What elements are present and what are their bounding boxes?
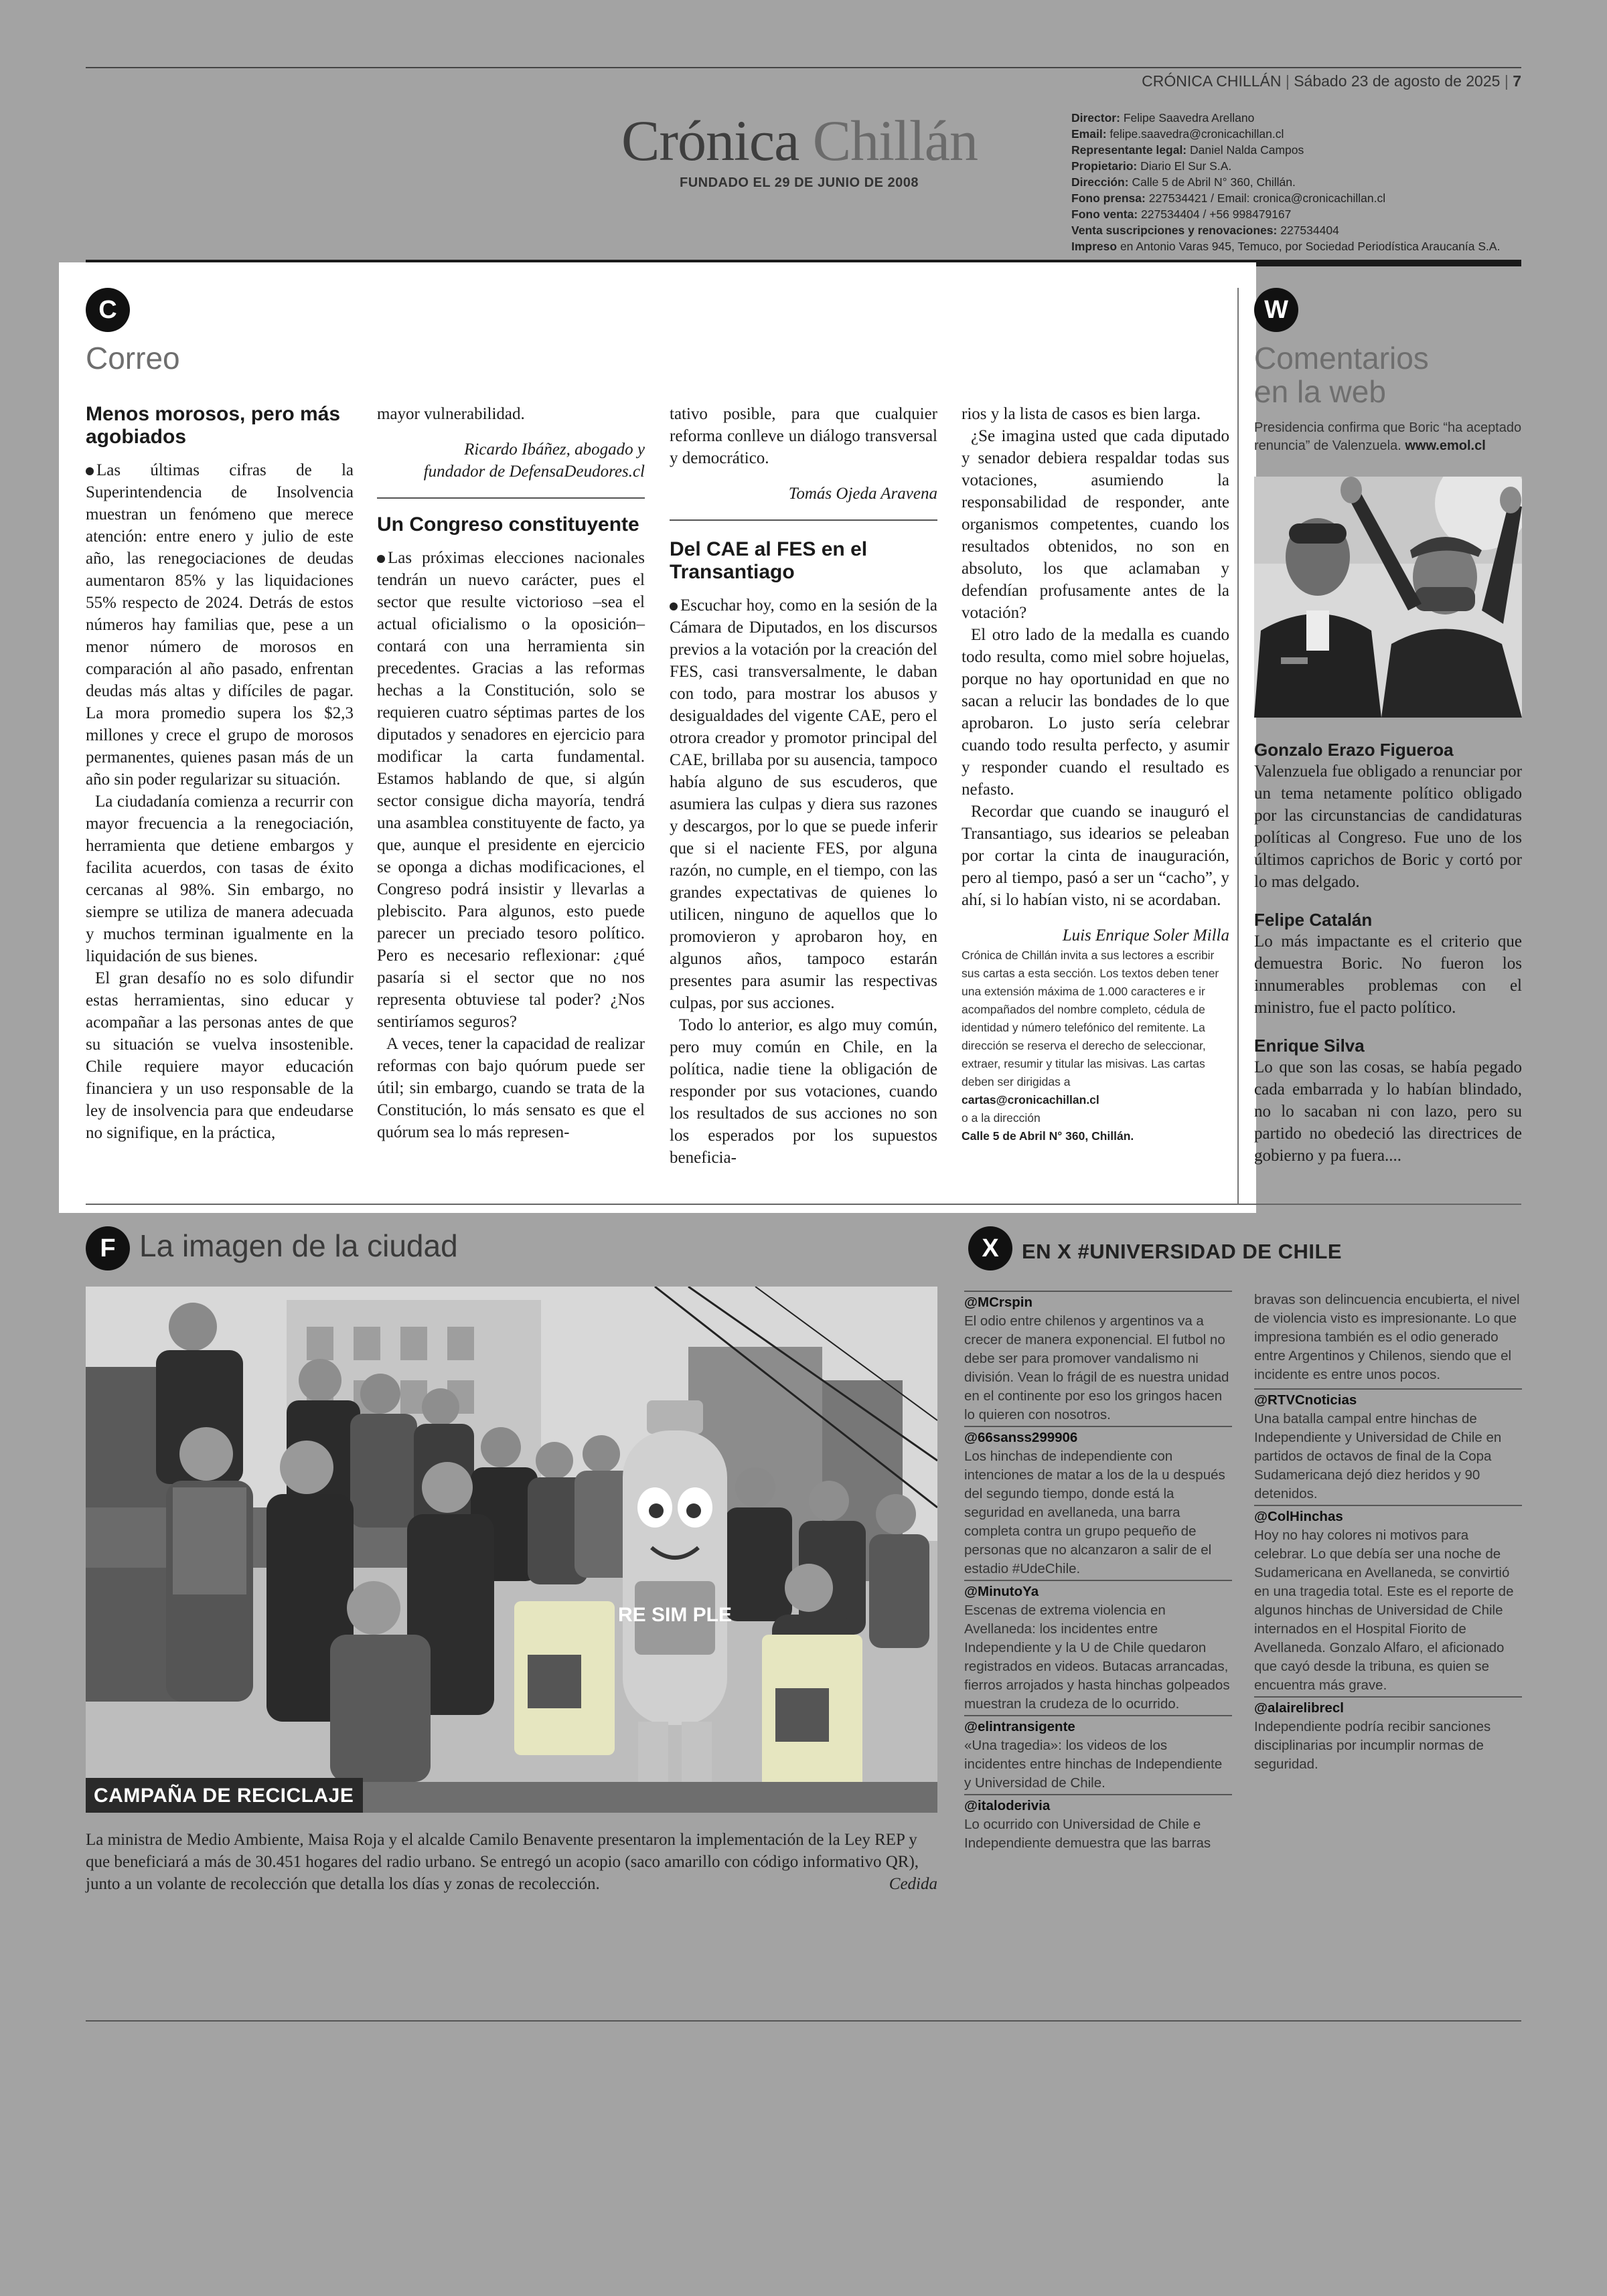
staff-box: [1071, 110, 1527, 254]
letters-column-1: [86, 403, 354, 1144]
tweet-text: El odio entre chilenos y argentinos va a crecer de manera exponencial. El futbol no debe ser para promover vandalismo ni división. Vean lo frágil de es nuestra unidad en el continente por eso los gringos hacen lo quieren con nosotros.: [964, 1313, 1229, 1422]
bullet-icon: [670, 602, 678, 610]
paper-name: CRÓNICA CHILLÁN: [1142, 72, 1282, 90]
web-photo-image: [1254, 477, 1522, 718]
divider: [377, 497, 645, 499]
letter-signature: Tomás Ojeda Aravena: [788, 485, 937, 503]
section-badge-w: W: [1254, 288, 1298, 332]
staff-row: Fono venta: 227534404 / +56 998479167: [1071, 208, 1292, 221]
tweet-handle[interactable]: @MCrspin: [964, 1291, 1232, 1312]
commenter-name: Enrique Silva: [1254, 1036, 1365, 1056]
staff-row: Director: Felipe Saavedra Arellano: [1071, 111, 1255, 125]
staff-row: Email: felipe.saavedra@cronicachillan.cl: [1071, 127, 1284, 141]
letter-signature: Ricardo Ibáñez, abogado y: [464, 440, 645, 459]
issue-date: Sábado 23 de agosto de 2025: [1294, 72, 1501, 90]
top-rule: [86, 67, 1521, 68]
city-photo: [86, 1287, 937, 1813]
staff-row: Propietario: Diario El Sur S.A.: [1071, 159, 1232, 173]
tweet-continuation: bravas son delincuencia encubierta, el nivel de violencia visto es impresionante. Lo que impresiona también es el odio generado entre Argentinos y Chilenos, siendo que el incidente es entre unos pocos.: [1254, 1292, 1520, 1382]
letter-paragraph: Recordar que cuando se inauguró el Transantiago, sus idearios se peleaban por cortar la cinta de inauguración, pero al tiempo, pasó a ser un “cacho”, y ahí, si lo habían visto, ni se acordaban.: [962, 803, 1229, 909]
tweet: [1254, 1388, 1522, 1503]
tweet-text: Lo ocurrido con Universidad de Chile e Independiente demuestra que las barras: [964, 1817, 1211, 1851]
web-source[interactable]: www.emol.cl: [1405, 438, 1486, 453]
founded-line: FUNDADO EL 29 DE JUNIO DE 2008: [680, 175, 919, 190]
tweet-text: Una batalla campal entre hinchas de Independiente y Universidad de Chile en partidos de octavos de final de la Copa Sudamericana dejó diez heridos y 90 detenidos.: [1254, 1411, 1502, 1501]
section-badge-x: X: [968, 1226, 1012, 1270]
letters-note: Crónica de Chillán invita a sus lectores a escribir sus cartas a esta sección. Los textos deben tener una extensión máxima de 1.000 caracteres e ir acompañados del nombre completo, cédula de identidad y número telefónico del remitente. La dirección se reserva el derecho de seleccionar, extraer, resumir y titular las misivas. Las cartas deben ser dirigidas a cartas@cronicachillan.cl o a la dirección Calle 5 de Abril N° 360, Chillán.: [962, 949, 1219, 1143]
web-intro: Presidencia confirma que Boric “ha aceptado renuncia” de Valenzuela. www.emol.cl: [1254, 420, 1522, 453]
staff-row: Dirección: Calle 5 de Abril N° 360, Chillán.: [1071, 175, 1296, 189]
divider: [670, 519, 937, 521]
section-title-web: Comentarios en la web: [1254, 341, 1429, 409]
section-title-correo: Correo: [86, 341, 180, 376]
staff-row: Fono prensa: 227534421 / Email: cronica@cronicachillan.cl: [1071, 191, 1386, 205]
letter-paragraph: El otro lado de la medalla es cuando todo resulta, como miel sobre hojuelas, porque no hay oportunidad en que no sacan a relucir las bondades de lo que aprobaron. Lo justo sería celebrar cuando todo resulta perfecto, y asumir y responder cuando el resultado es nefasto.: [962, 626, 1229, 799]
mascot-label: RE SIM PLE: [617, 1604, 733, 1626]
bullet-icon: [377, 555, 385, 563]
commenter-name: Felipe Catalán: [1254, 910, 1373, 930]
staff-row: Impreso en Antonio Varas 945, Temuco, por Sociedad Periodística Araucanía S.A.: [1071, 240, 1501, 253]
letters-column-3: [670, 403, 937, 1169]
letter-signature: fundador de DefensaDeudores.cl: [423, 463, 645, 481]
tweet-handle[interactable]: @RTVCnoticias: [1254, 1388, 1522, 1410]
letter-signature: Luis Enrique Soler Milla: [1062, 926, 1229, 945]
letter-paragraph: tativo posible, para que cualquier reforma conlleve un diálogo transversal y democrático.: [670, 405, 937, 467]
tweet: [964, 1715, 1232, 1793]
letter-headline: Del CAE al FES en el Transantiago: [670, 538, 868, 583]
letter-paragraph: El gran desafío no es solo difundir estas herramientas, sino educar y acompañar a las personas antes de que su situación se vuelva insostenible. Chile requiere mayor educación financiera y un uso responsable de la ley de insolvencia para que endeudarse no signifique, en la práctica,: [86, 969, 354, 1142]
letter-headline: Menos morosos, pero más agobiados: [86, 403, 341, 448]
masthead-logo: [621, 107, 978, 174]
letter-paragraph: rios y la lista de casos es bien larga.: [962, 405, 1201, 423]
x-column-1: [964, 1291, 1232, 1854]
letter-paragraph: Todo lo anterior, es algo muy común, pero muy común en Chile, en la política, nadie tiene la obligación de responder por sus votaciones, cuando los resultados de sus acciones no son los esperados por los supuestos beneficia-: [670, 1016, 937, 1167]
bottom-rule: [86, 2020, 1521, 2022]
web-comment: [1254, 1035, 1522, 1167]
comment-text: Lo que son las cosas, se había pegado cada embarrada y lo habían blindado, no lo sacaban ni con lazo, pero su partido no obedeció las directrices de gobierno y pa fuera....: [1254, 1058, 1522, 1165]
tweet: [964, 1794, 1232, 1853]
staff-row: Venta suscripciones y renovaciones: 227534404: [1071, 224, 1339, 237]
tweet: [964, 1580, 1232, 1714]
web-comment: [1254, 739, 1522, 893]
section-badge-c: C: [86, 288, 130, 332]
web-photo: [1254, 477, 1522, 718]
tweet: [1254, 1505, 1522, 1695]
letter-paragraph: La ciudadanía comienza a recurrir con mayor frecuencia a la renegociación, herramienta que detiene embargos y facilita acuerdos, con tasas de éxito cercanas al 98%. Sin embargo, no siempre se utiliza de manera adecuada y muchos terminan igualmente en la liquidación de sus bienes.: [86, 793, 354, 965]
commenter-name: Gonzalo Erazo Figueroa: [1254, 740, 1454, 760]
tweet-handle[interactable]: @italoderivia: [964, 1794, 1232, 1815]
photo-label: CAMPAÑA DE RECICLAJE: [86, 1778, 363, 1813]
letter-headline: Un Congreso constituyente: [377, 513, 639, 536]
letter-paragraph: Las próximas elecciones nacionales tendrán un nuevo carácter, pues el sector que resulte victorioso –sea el actual oficialismo o la oposición– contará con una herramienta sin precedentes. Gracias a las reformas hechas a la Constitución, solo se requieren cuatro séptimas partes de los diputados y senadores en ejercicio para modificar la carta fundamental. Estamos hablando de que, si algún sector consigue dicha mayoría, tendrá una asamblea constituyente de facto, ya que, aunque el presidente en ejercicio se oponga a dichas modificaciones, el Congreso podrá insistir y llevarlas a plebiscito. Para algunos, esto puede parecer un preciado tesoro político. Pero es necesario reflexionar: ¿qué pasaría si el sector que no nos representa obtuviese tal poder? ¿Nos sentiríamos seguros?: [377, 549, 645, 1031]
tweet-text: «Una tragedia»: los videos de los incidentes entre hinchas de Independiente y Universidad de Chile.: [964, 1738, 1223, 1791]
tweet: [1254, 1696, 1522, 1774]
letter-paragraph: Escuchar hoy, como en la sesión de la Cámara de Diputados, en los discursos previos a la votación por la creación del FES, casi transversalmente, le daban con todo, para mostrar los abusos y desigualdades del vigente CAE, pero el otrora creador y promotor principal del CAE, brillaba por su ausencia, tampoco había alguno de sus escuderos, que asumiera las culpas y diera sus razones y descargos, por lo que se puede inferir que si el naciente FES, por alguna razón, no cumple, en el tiempo, con las grandes expectativas de quienes lo utilicen, ninguno de aquellos que lo promovieron y aprobaron hoy, en algunos años, tampoco estarán presentes para asumir las respectivas culpas, por sus acciones.: [670, 596, 937, 1012]
brand-word-2: Chillán: [812, 108, 978, 173]
section-title-imagen: La imagen de la ciudad: [139, 1228, 458, 1263]
page-number: 7: [1513, 72, 1521, 90]
section-rule: [86, 1204, 1521, 1205]
tweet-text: Hoy no hay colores ni motivos para celebrar. Lo que debía ser una noche de Sudamericana en Avellaneda, se convirtió en una tragedia total. Este es el reporte de algunos hinchas de Universidad de Chile internados en el Hospital Fiorito de Avellaneda. Gonzalo Alfaro, el aficionado que cayó desde la tribuna, es quien se encuentra más grave.: [1254, 1528, 1514, 1693]
column-divider: [1237, 288, 1239, 1205]
tweet: [964, 1426, 1232, 1578]
web-comments: [1254, 739, 1522, 1183]
letters-column-2: [377, 403, 645, 1143]
tweet-handle[interactable]: @66sanss299906: [964, 1426, 1232, 1447]
letter-paragraph: ¿Se imagina usted que cada diputado y senador debiera respaldar todas sus votaciones, asumiendo la responsabilidad de responder, ante organismos competentes, cuando los resultados obtenidos, no son en absoluto, los que aclamaban y defendían profusamente antes de la votación?: [962, 427, 1229, 622]
tweet-handle[interactable]: @ColHinchas: [1254, 1505, 1522, 1526]
tweet-text: Independiente podría recibir sanciones disciplinarias por incumplir normas de seguridad.: [1254, 1719, 1491, 1772]
section-badge-f: F: [86, 1226, 130, 1270]
bullet-icon: [86, 467, 94, 475]
tweet-text: Escenas de extrema violencia en Avellaneda: los incidentes entre Independiente y la U de Chile quedaron registrados en videos. Butacas arrancadas, fierros arrojados y hasta hinchas golpeados muestran la crudeza de lo ocurrido.: [964, 1603, 1230, 1712]
letter-paragraph: A veces, tener la capacidad de realizar reformas con bajo quórum puede ser útil; sin embargo, cuando se trata de la Constitución, lo más sensato es que el quórum sea lo más represen-: [377, 1035, 645, 1141]
brand-word-1: Crónica: [621, 108, 799, 173]
photo-credit: Cedida: [889, 1875, 937, 1893]
tweet: [964, 1291, 1232, 1424]
x-column-2: [1254, 1291, 1522, 1775]
page-header: CRÓNICA CHILLÁN | Sábado 23 de agosto de 2025 | 7: [1142, 72, 1521, 90]
letters-email[interactable]: cartas@cronicachillan.cl: [962, 1093, 1099, 1106]
photo-caption: La ministra de Medio Ambiente, Maisa Roja y el alcalde Camilo Benavente presentaron la implementación de la Ley REP y que beneficiará a más de 30.451 hogares del radio urbano. Se entregó un acopio (saco amarillo con código informativo QR), junto a un volante de recolección que detalla los días y zonas de recolección. Cedida: [86, 1829, 937, 1895]
web-comment: [1254, 909, 1522, 1019]
comment-text: Valenzuela fue obligado a renunciar por un tema netamente político obligado por las circunstancias de candidaturas políticas al Congreso. Fue uno de los últimos caprichos de Boric y cortó por lo mas delgado.: [1254, 762, 1522, 891]
letter-paragraph: mayor vulnerabilidad.: [377, 405, 525, 423]
city-photo-image: [86, 1287, 937, 1813]
staff-row: Representante legal: Daniel Nalda Campos: [1071, 143, 1304, 157]
tweet-handle[interactable]: @MinutoYa: [964, 1580, 1232, 1601]
tweet-text: Los hinchas de independiente con intenciones de matar a los de la u después del segundo tiempo, donde está la seguridad en avellaneda, una barra completa contra un grupo pequeño de personas que no alcanzaron a salir de el estadio #UdeChile.: [964, 1449, 1225, 1576]
tweet-handle[interactable]: @alairelibrecl: [1254, 1696, 1522, 1718]
section-title-x: EN X #UNIVERSIDAD DE CHILE: [1022, 1240, 1343, 1263]
tweet-handle[interactable]: @elintransigente: [964, 1715, 1232, 1736]
comment-text: Lo más impactante es el criterio que demuestra Boric. No fueron los innumerables problemas con el ministro, fue el pacto político.: [1254, 932, 1522, 1017]
letters-address: Calle 5 de Abril N° 360, Chillán.: [962, 1129, 1134, 1143]
letter-paragraph: Las últimas cifras de la Superintendencia de Insolvencia muestran un fenómeno que merece atención: entre enero y julio de este año, las renegociaciones de deudas aumentaron 85% y las liquidaciones 55% respecto de 2024. Detrás de estos números hay familias que, pese a un menor número de morosos en comparación al año pasado, enfrentan deudas más altas y difíciles de pagar. La mora promedio supera los $2,3 millones y crece el grupo de morosos permanentes, quienes pasan más de un año sin poder regularizar su situación.: [86, 461, 354, 789]
letters-column-4: [962, 403, 1229, 1145]
